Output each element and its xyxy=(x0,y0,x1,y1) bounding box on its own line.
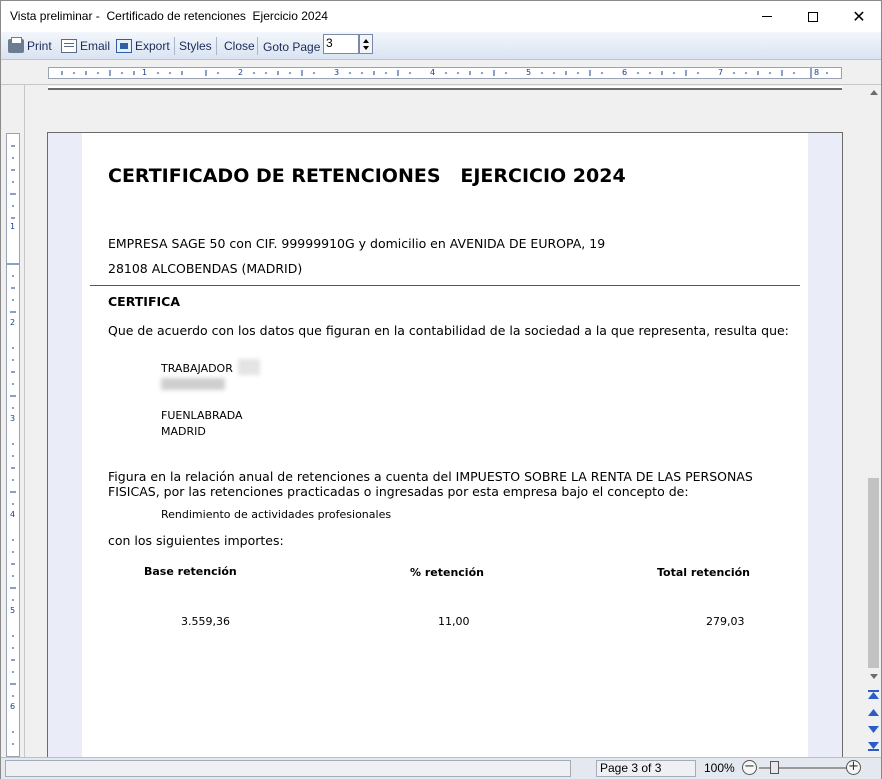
vertical-scrollbar[interactable] xyxy=(866,86,881,757)
status-bar xyxy=(1,757,881,779)
close-label: Close xyxy=(224,39,255,53)
status-message xyxy=(5,760,571,777)
certifica-heading: CERTIFICA xyxy=(108,294,180,309)
table-value-percent: 11,00 xyxy=(438,615,470,628)
toolbar-separator xyxy=(216,37,217,55)
ruler-number: 4 xyxy=(10,510,16,519)
close-preview-button[interactable] xyxy=(224,38,255,54)
worker-province: MADRID xyxy=(161,425,206,438)
printer-icon xyxy=(8,39,24,53)
vertical-ruler[interactable] xyxy=(6,133,20,757)
document-title: CERTIFICADO DE RETENCIONES EJERCICIO 2024 xyxy=(108,165,626,187)
toolbar-separator xyxy=(257,37,258,55)
scroll-down-icon[interactable] xyxy=(870,674,878,679)
horizontal-ruler[interactable] xyxy=(48,67,842,79)
next-page-icon[interactable] xyxy=(866,722,881,736)
left-margin xyxy=(48,133,82,757)
export-icon xyxy=(116,39,132,53)
relation-line-2: FISICAS, por las retenciones practicadas o ingresadas por esta empresa bajo el concepto de: xyxy=(108,484,689,499)
table-header-percent: % retención xyxy=(410,566,484,579)
intro-text: Que de acuerdo con los datos que figuran en la contabilidad de la sociedad a la que representa, resulta que: xyxy=(108,323,789,338)
print-label: Print xyxy=(27,39,52,53)
ruler-number: 4 xyxy=(430,68,436,77)
goto-page-label: Goto Page xyxy=(263,40,321,54)
last-page-icon[interactable] xyxy=(866,738,881,752)
ruler-number: 2 xyxy=(238,68,244,77)
zoom-level: 100% xyxy=(704,761,735,775)
export-button[interactable] xyxy=(116,38,170,54)
first-page-icon[interactable] xyxy=(866,689,881,703)
goto-page-input[interactable]: 3 xyxy=(323,34,359,54)
close-icon: ✕ xyxy=(852,6,866,26)
scroll-up-icon[interactable] xyxy=(870,90,878,95)
email-label: Email xyxy=(80,39,111,53)
previous-page-edge xyxy=(48,86,842,90)
email-button[interactable] xyxy=(61,38,110,54)
title-bar xyxy=(1,1,881,32)
ruler-number: 7 xyxy=(718,68,724,77)
toolbar xyxy=(1,32,881,60)
redacted-id xyxy=(161,378,225,390)
toolbar-separator xyxy=(174,37,175,55)
goto-page-spinner[interactable] xyxy=(359,34,373,54)
ruler-number: 5 xyxy=(10,606,16,615)
print-button[interactable] xyxy=(8,38,52,54)
ruler-number: 6 xyxy=(622,68,628,77)
table-header-total: Total retención xyxy=(657,566,750,579)
minimize-icon xyxy=(762,16,772,17)
ruler-number: 5 xyxy=(526,68,532,77)
ruler-number: 8 xyxy=(814,68,820,77)
ruler-number: 1 xyxy=(10,222,16,231)
export-label: Export xyxy=(135,39,170,53)
close-window-button[interactable] xyxy=(836,1,882,32)
maximize-button[interactable] xyxy=(790,1,836,32)
spin-down-icon[interactable] xyxy=(363,46,369,50)
section-divider xyxy=(90,285,800,286)
worker-city: FUENLABRADA xyxy=(161,409,243,422)
previous-page-icon[interactable] xyxy=(866,706,881,720)
maximize-icon xyxy=(808,12,818,22)
table-value-total: 279,03 xyxy=(706,615,745,628)
company-line-2: 28108 ALCOBENDAS (MADRID) xyxy=(108,261,303,276)
scroll-thumb[interactable] xyxy=(868,478,879,668)
ruler-number: 6 xyxy=(10,702,16,711)
styles-button[interactable] xyxy=(179,38,212,54)
worker-label: TRABAJADOR xyxy=(161,362,233,375)
spin-up-icon[interactable] xyxy=(363,39,369,43)
document-page xyxy=(47,132,843,757)
envelope-icon xyxy=(61,39,77,53)
ruler-number: 2 xyxy=(10,318,16,327)
table-value-base: 3.559,36 xyxy=(181,615,230,628)
zoom-slider-thumb[interactable] xyxy=(770,761,779,774)
right-margin xyxy=(808,133,842,757)
ruler-number: 1 xyxy=(142,68,148,77)
preview-area[interactable] xyxy=(26,86,866,757)
concept-text: Rendimiento de actividades profesionales xyxy=(161,508,392,521)
redacted-name xyxy=(238,359,260,375)
ruler-number: 3 xyxy=(10,414,16,423)
company-line-1: EMPRESA SAGE 50 con CIF. 99999910G y domicilio en AVENIDA DE EUROPA, 19 xyxy=(108,236,606,251)
minimize-button[interactable] xyxy=(744,1,790,32)
styles-label: Styles xyxy=(179,39,212,53)
page-indicator: Page 3 of 3 xyxy=(596,760,696,777)
table-header-base: Base retención xyxy=(144,565,237,578)
amounts-intro: con los siguientes importes: xyxy=(108,533,284,548)
relation-line-1: Figura en la relación anual de retenciones a cuenta del IMPUESTO SOBRE LA RENTA DE LAS PERSONAS xyxy=(108,469,753,484)
zoom-out-icon[interactable]: − xyxy=(742,760,757,775)
window-title: Vista preliminar - Certificado de retenciones Ejercicio 2024 xyxy=(10,9,328,23)
ruler-number: 3 xyxy=(334,68,340,77)
zoom-in-icon[interactable]: + xyxy=(846,760,861,775)
